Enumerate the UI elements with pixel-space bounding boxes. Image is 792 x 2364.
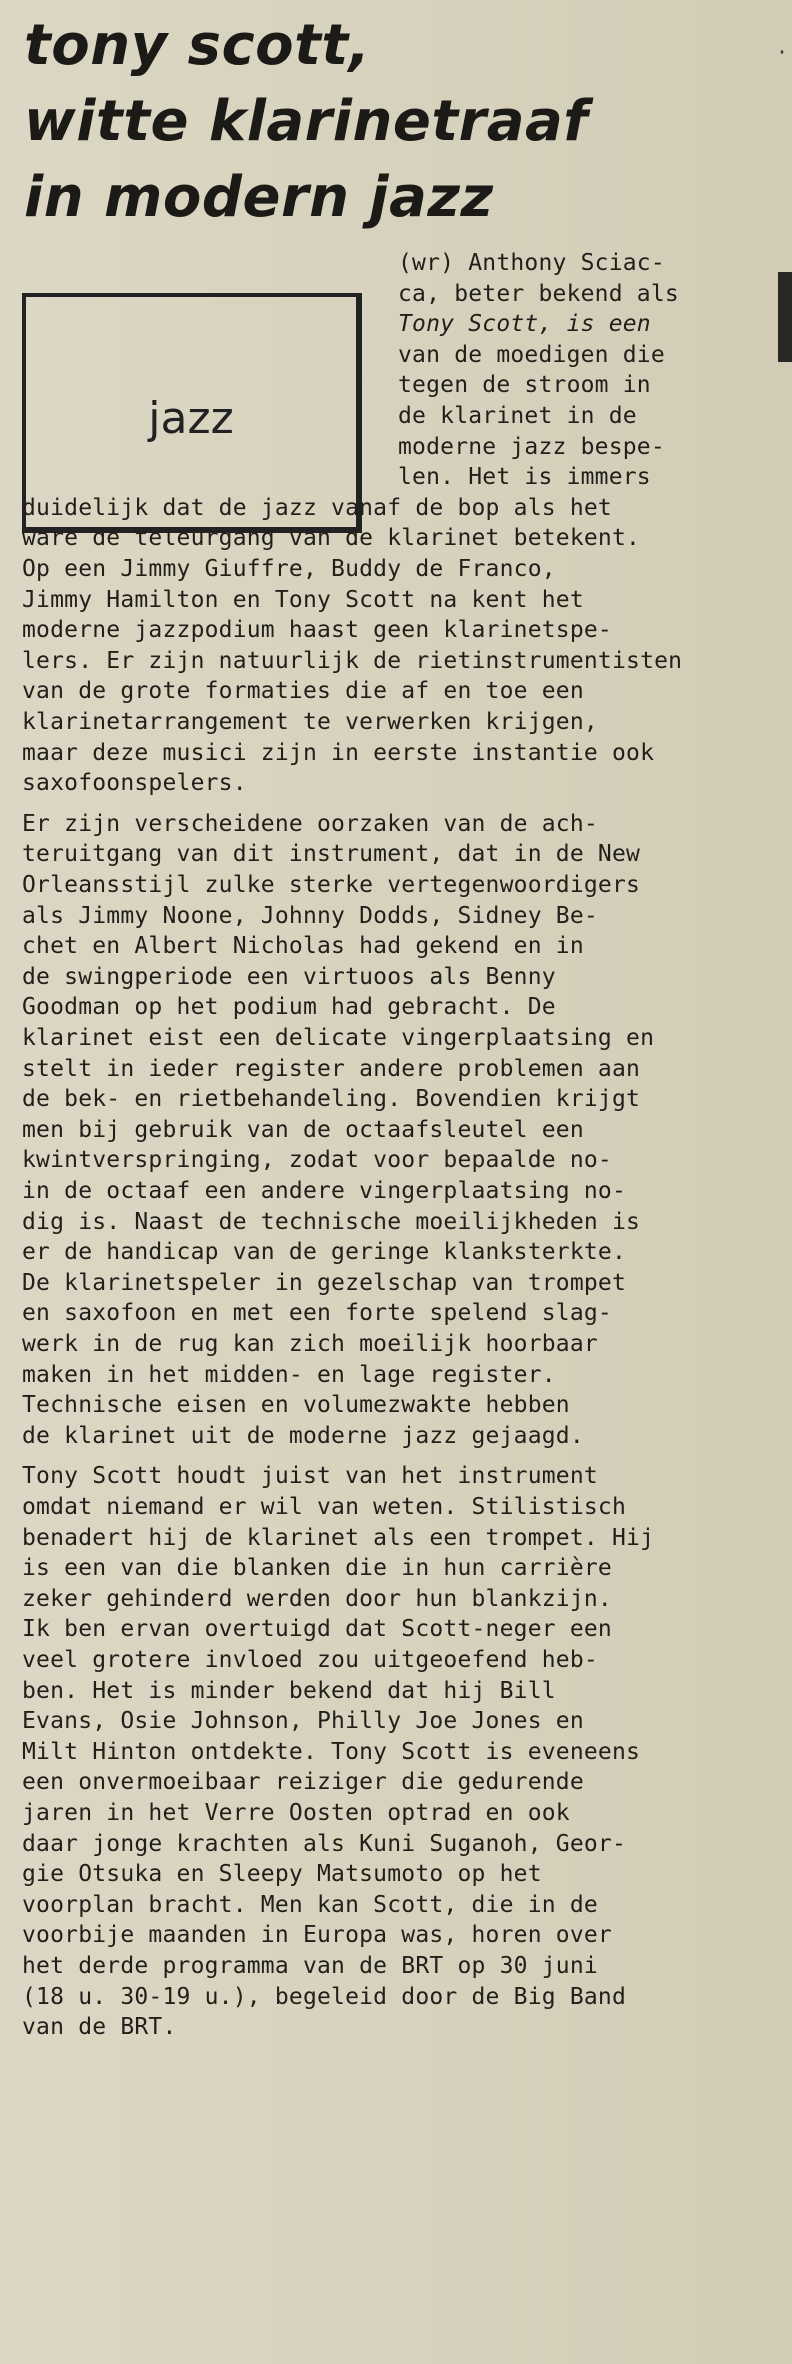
text-line: stelt in ieder register andere problemen aan	[22, 1055, 641, 1082]
text-line: maken in het midden- en lage register.	[22, 1361, 556, 1388]
text-line: klarinetarrangement te verwerken krijgen,	[22, 709, 598, 735]
text-line: gie Otsuka en Sleepy Matsumoto op het	[22, 1861, 542, 1888]
text-line: klarinet eist een delicate vingerplaatsing en	[22, 1025, 655, 1051]
adjacent-column-edge-mark: ·	[775, 40, 788, 64]
text-line: van de grote formaties die af en toe een	[22, 678, 584, 705]
text-line: een onvermoeibaar reiziger die gedurende	[22, 1769, 584, 1796]
text-line: lers. Er zijn natuurlijk de rietinstrumentisten	[22, 647, 683, 674]
headline-line-1: tony scott,	[24, 13, 371, 78]
text-line: (18 u. 30-19 u.), begeleid door de Big Band	[22, 1983, 627, 2010]
text-line: ben. Het is minder bekend dat hij Bill	[22, 1677, 556, 1704]
text-line: de klarinet in de	[398, 403, 637, 429]
text-line: voorbije maanden in Europa was, horen over	[22, 1922, 612, 1949]
text-line: ware de teleurgang van de klarinet betekent.	[22, 525, 641, 552]
adjacent-column-edge	[778, 272, 792, 362]
text-line: Orleansstijl zulke sterke vertegenwoordigers	[22, 872, 641, 898]
text-line: (wr) Anthony Sciac-	[398, 250, 665, 276]
text-line: zeker gehinderd werden door hun blankzijn.	[22, 1585, 612, 1612]
text-line: Er zijn verscheidene oorzaken van de ach-	[22, 810, 598, 837]
text-line: omdat niemand er wil van weten. Stilistisch	[22, 1494, 627, 1520]
text-line: de bek- en rietbehandeling. Bovendien krijgt	[22, 1086, 641, 1113]
headline-line-2: witte klarinetraaf	[24, 89, 589, 154]
text-line: maar deze musici zijn in eerste instantie ook	[22, 739, 655, 766]
text-line: Technische eisen en volumezwakte hebben	[22, 1392, 570, 1419]
headline-line-3: in modern jazz	[24, 165, 494, 230]
text-line: van de moedigen die	[398, 341, 665, 368]
text-line: Tony Scott, is een	[398, 311, 651, 338]
text-line: veel grotere invloed zou uitgeoefend heb-	[22, 1647, 598, 1673]
text-line: van de BRT.	[22, 2014, 177, 2041]
text-line: benadert hij de klarinet als een trompet. Hij	[22, 1524, 655, 1551]
text-line: daar jonge krachten als Kuni Suganoh, Geor-	[22, 1830, 627, 1857]
text-line: het derde programma van de BRT op 30 juni	[22, 1953, 598, 1979]
text-line: len. Het is immers	[398, 464, 651, 491]
text-line: er de handicap van de geringe klanksterkte.	[22, 1239, 627, 1266]
text-line: de klarinet uit de moderne jazz gejaagd.	[22, 1422, 584, 1449]
text-line: saxofoonspelers.	[22, 770, 247, 797]
text-line: Tony Scott houdt juist van het instrument	[22, 1463, 598, 1490]
text-line: Milt Hinton ontdekte. Tony Scott is eveneens	[22, 1738, 641, 1765]
text-line: duidelijk dat de jazz vanaf de bop als het	[22, 494, 612, 521]
text-line: moderne jazzpodium haast geen klarinetspe-	[22, 617, 612, 644]
text-line: teruitgang van dit instrument, dat in de New	[22, 841, 641, 868]
text-line: moderne jazz bespe-	[398, 433, 665, 460]
text-line: jaren in het Verre Oosten optrad en ook	[22, 1800, 570, 1826]
headline	[24, 8, 588, 236]
text-line: chet en Albert Nicholas had gekend en in	[22, 933, 584, 960]
text-line: tegen de stroom in	[398, 372, 651, 399]
text-line: voorplan bracht. Men kan Scott, die in de	[22, 1891, 598, 1918]
text-line: Op een Jimmy Giuffre, Buddy de Franco,	[22, 556, 556, 582]
text-line: Ik ben ervan overtuigd dat Scott-neger een	[22, 1616, 612, 1643]
text-line: de swingperiode een virtuoos als Benny	[22, 963, 556, 990]
text-line: is een van die blanken die in hun carrière	[22, 1555, 612, 1582]
text-line: Jimmy Hamilton en Tony Scott na kent het	[22, 586, 584, 613]
text-line: werk in de rug kan zich moeilijk hoorbaar	[22, 1331, 598, 1357]
text-line: ca, beter bekend als	[398, 280, 679, 307]
text-line: als Jimmy Noone, Johnny Dodds, Sidney Be-	[22, 902, 598, 929]
text-line: en saxofoon en met een forte spelend slag-	[22, 1300, 612, 1327]
text-line: Evans, Osie Johnson, Philly Joe Jones en	[22, 1708, 584, 1735]
text-line: De klarinetspeler in gezelschap van trompet	[22, 1269, 627, 1296]
text-line: kwintverspringing, zodat voor bepaalde no-	[22, 1147, 612, 1174]
text-line: in de octaaf een andere vingerplaatsing no-	[22, 1178, 627, 1204]
text-line: men bij gebruik van de octaafsleutel een	[22, 1116, 584, 1143]
text-line: Goodman op het podium had gebracht. De	[22, 994, 556, 1021]
section-box-label: jazz	[148, 393, 234, 444]
text-line: dig is. Naast de technische moeilijkheden is	[22, 1208, 641, 1235]
